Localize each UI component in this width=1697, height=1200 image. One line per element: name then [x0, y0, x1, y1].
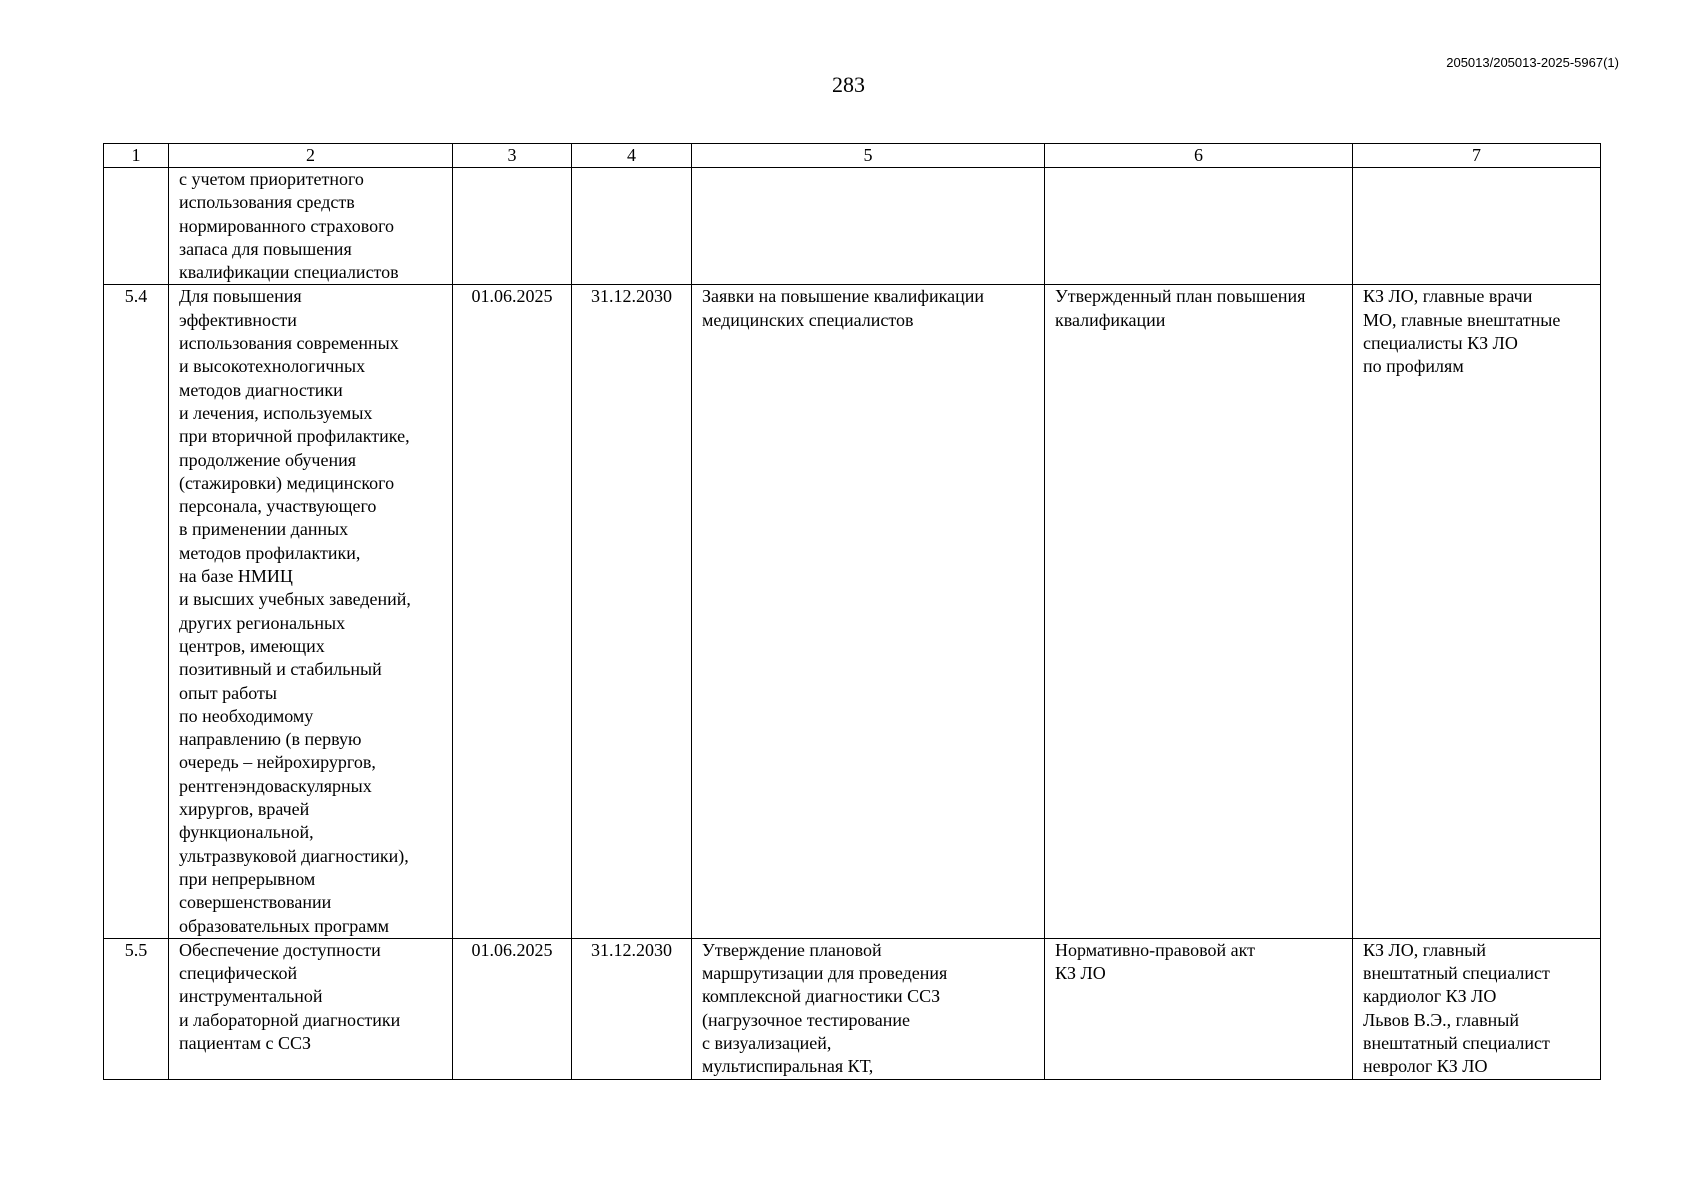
cell-line: запаса для повышения — [179, 238, 352, 259]
cell-line: хирургов, врачей — [179, 799, 310, 820]
cell-line: Для повышения — [179, 286, 302, 307]
cell-line: КЗ ЛО, главный — [1363, 939, 1487, 960]
cell-line: медицинских специалистов — [702, 309, 914, 330]
cell-line: специфической — [179, 963, 298, 984]
header-col-4: 4 — [572, 144, 692, 168]
cell-start-date: 01.06.2025 — [453, 285, 572, 938]
document-code: 205013/205013-2025-5967(1) — [1446, 55, 1619, 70]
cell-line: опыт работы — [179, 682, 277, 703]
cell-start-date — [453, 168, 572, 285]
cell-line: Нормативно-правовой акт — [1055, 939, 1256, 960]
cell-line: направлению (в первую — [179, 729, 362, 750]
cell-line: квалификации специалистов — [179, 262, 399, 283]
cell-line: с учетом приоритетного — [179, 169, 364, 189]
cell-document — [1045, 168, 1353, 285]
table-row — [104, 285, 1601, 938]
header-row — [104, 144, 1601, 168]
cell-line: по профилям — [1363, 356, 1464, 377]
header-col-1: 1 — [104, 144, 169, 168]
cell-responsible — [1353, 285, 1601, 938]
table-row — [104, 168, 1601, 285]
cell-result — [692, 168, 1045, 285]
header-col-6: 6 — [1045, 144, 1353, 168]
cell-line: МО, главные внештатные — [1363, 309, 1561, 330]
cell-number: 5.4 — [104, 285, 169, 938]
cell-line: центров, имеющих — [179, 635, 325, 656]
cell-line: ультразвуковой диагностики), — [179, 845, 409, 866]
cell-activity — [169, 168, 453, 285]
cell-line: персонала, участвующего — [179, 496, 377, 517]
cell-line: в применении данных — [179, 519, 349, 540]
cell-line: кардиолог КЗ ЛО — [1363, 986, 1497, 1007]
cell-line: комплексной диагностики ССЗ — [702, 986, 941, 1007]
header-col-2: 2 — [169, 144, 453, 168]
cell-line: продолжение обучения — [179, 449, 357, 470]
plan-table — [103, 143, 1601, 1080]
table-body — [104, 168, 1601, 1080]
cell-line: (нагрузочное тестирование — [702, 1009, 910, 1030]
header-col-7: 7 — [1353, 144, 1601, 168]
cell-line: и высокотехнологичных — [179, 356, 366, 377]
cell-start-date: 01.06.2025 — [453, 938, 572, 1079]
cell-line: использования средств — [179, 192, 355, 213]
cell-line: инструментальной — [179, 986, 323, 1007]
cell-line: внештатный специалист — [1363, 963, 1550, 984]
cell-line: мультиспиральная КТ, — [702, 1056, 874, 1077]
cell-line: на базе НМИЦ — [179, 566, 293, 587]
cell-line: с визуализацией, — [702, 1032, 832, 1053]
cell-line: Обеспечение доступности — [179, 939, 381, 960]
cell-end-date: 31.12.2030 — [572, 938, 692, 1079]
cell-line: квалификации — [1055, 309, 1166, 330]
cell-line: Львов В.Э., главный — [1363, 1009, 1519, 1030]
cell-line: специалисты КЗ ЛО — [1363, 333, 1518, 354]
table-row — [104, 938, 1601, 1079]
header-col-3: 3 — [453, 144, 572, 168]
cell-document — [1045, 285, 1353, 938]
cell-number — [104, 168, 169, 285]
cell-end-date: 31.12.2030 — [572, 285, 692, 938]
cell-number: 5.5 — [104, 938, 169, 1079]
cell-line: очередь – нейрохирургов, — [179, 752, 376, 773]
cell-line: КЗ ЛО, главные врачи — [1363, 286, 1533, 307]
cell-line: и высших учебных заведений, — [179, 589, 411, 610]
cell-result — [692, 938, 1045, 1079]
cell-line: использования современных — [179, 333, 399, 354]
cell-line: функциональной, — [179, 822, 314, 843]
header-col-5: 5 — [692, 144, 1045, 168]
cell-line: образовательных программ — [179, 915, 389, 936]
cell-line: КЗ ЛО — [1055, 963, 1106, 984]
cell-line: совершенствовании — [179, 892, 332, 913]
cell-line: Утвержденный план повышения — [1055, 286, 1306, 307]
cell-line: маршрутизации для проведения — [702, 963, 948, 984]
cell-document — [1045, 938, 1353, 1079]
cell-activity — [169, 285, 453, 938]
cell-line: позитивный и стабильный — [179, 659, 382, 680]
cell-line: эффективности — [179, 309, 297, 330]
cell-activity — [169, 938, 453, 1079]
cell-line: по необходимому — [179, 705, 314, 726]
cell-line: других региональных — [179, 612, 346, 633]
cell-line: пациентам с ССЗ — [179, 1032, 311, 1053]
cell-line: при непрерывном — [179, 868, 316, 889]
cell-line: Утверждение плановой — [702, 939, 882, 960]
page-number: 283 — [832, 72, 865, 97]
cell-line: внештатный специалист — [1363, 1032, 1550, 1053]
cell-result — [692, 285, 1045, 938]
cell-line: методов профилактики, — [179, 542, 361, 563]
cell-line: Заявки на повышение квалификации — [702, 286, 985, 307]
cell-line: при вторичной профилактике, — [179, 426, 410, 447]
cell-line: и лечения, используемых — [179, 402, 373, 423]
cell-line: невролог КЗ ЛО — [1363, 1056, 1488, 1077]
cell-line: и лабораторной диагностики — [179, 1009, 401, 1030]
cell-responsible — [1353, 938, 1601, 1079]
cell-responsible — [1353, 168, 1601, 285]
cell-line: рентгенэндоваскулярных — [179, 775, 372, 796]
cell-end-date — [572, 168, 692, 285]
cell-line: нормированного страхового — [179, 215, 395, 236]
cell-line: методов диагностики — [179, 379, 343, 400]
cell-line: (стажировки) медицинского — [179, 472, 395, 493]
